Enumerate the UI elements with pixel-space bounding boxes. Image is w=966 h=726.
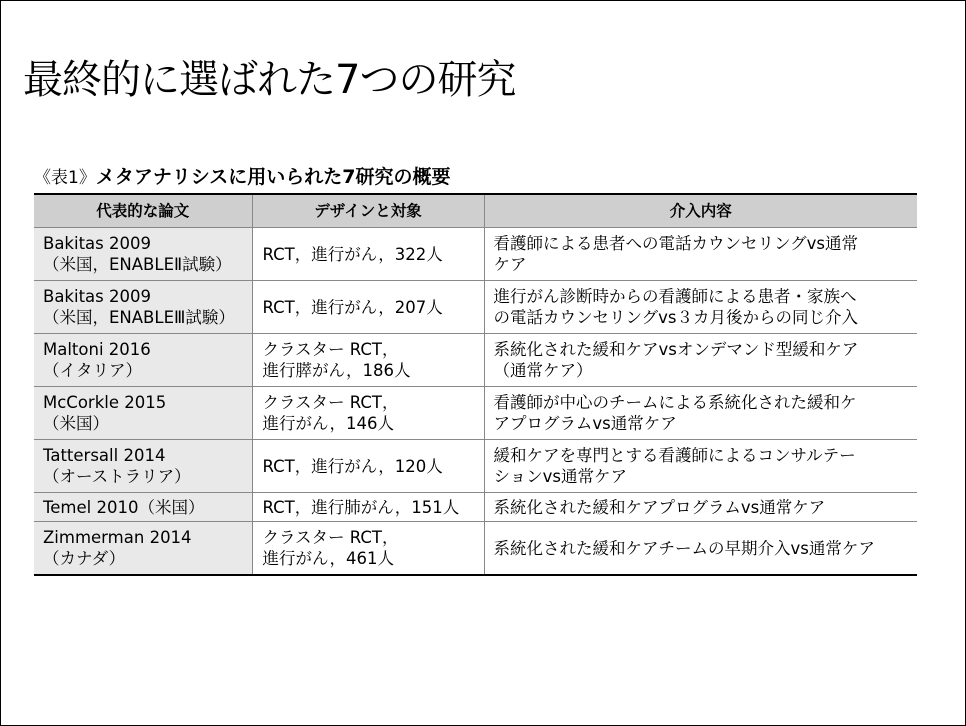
- intervention-line: 進行がん診断時からの看護師による患者・家族へ: [493, 287, 857, 306]
- cell-paper: [34, 440, 252, 493]
- cell-paper: [34, 281, 252, 334]
- paper-line: Maltoni 2016: [43, 340, 151, 359]
- paper-line: Zimmerman 2014: [43, 528, 192, 547]
- cell-design: [252, 281, 484, 334]
- cell-intervention: [484, 334, 917, 387]
- cell-design: [252, 493, 484, 522]
- slide-title: 最終的に選ばれた7つの研究: [23, 56, 516, 103]
- cell-intervention: [484, 493, 917, 522]
- intervention-line: 系統化された緩和ケアvsオンデマンド型緩和ケア: [493, 340, 859, 359]
- table-header-row: [34, 194, 917, 228]
- paper-line: （米国，ENABLEⅢ試験）: [43, 308, 235, 327]
- cell-intervention: [484, 228, 917, 281]
- design-line: 進行がん，146人: [262, 414, 394, 433]
- cell-design: [252, 228, 484, 281]
- paper-line: McCorkle 2015: [43, 393, 167, 412]
- table-row: [34, 440, 917, 493]
- table-row: [34, 228, 917, 281]
- cell-paper: [34, 522, 252, 576]
- design-line: クラスター RCT，: [262, 340, 399, 359]
- cell-intervention: [484, 522, 917, 576]
- header-design: デザインと対象: [252, 194, 484, 228]
- paper-line: Tattersall 2014: [43, 446, 166, 465]
- cell-design: [252, 387, 484, 440]
- intervention-line: 系統化された緩和ケアチームの早期介入vs通常ケア: [493, 538, 875, 558]
- design-line: RCT，進行がん，207人: [262, 297, 443, 317]
- intervention-line: （通常ケア）: [493, 361, 593, 380]
- cell-paper: [34, 387, 252, 440]
- intervention-line: 緩和ケアを専門とする看護師によるコンサルテー: [493, 446, 856, 465]
- intervention-line: 系統化された緩和ケアプログラムvs通常ケア: [493, 497, 826, 517]
- cell-paper: [34, 334, 252, 387]
- intervention-line: の電話カウンセリングvs３カ月後からの同じ介入: [493, 308, 859, 327]
- table-caption-label: 《表1》: [34, 168, 96, 188]
- table-row: [34, 522, 917, 576]
- table-caption: [34, 164, 450, 191]
- header-paper: 代表的な論文: [34, 194, 252, 228]
- intervention-line: ケア: [493, 255, 527, 274]
- intervention-line: 看護師が中心のチームによる系統化された緩和ケ: [493, 393, 857, 412]
- paper-line: （オーストラリア）: [43, 467, 191, 486]
- cell-design: [252, 522, 484, 576]
- paper-line: Bakitas 2009: [43, 287, 151, 306]
- design-line: 進行がん，461人: [262, 549, 394, 568]
- design-line: RCT，進行がん，322人: [262, 244, 443, 264]
- cell-intervention: [484, 387, 917, 440]
- cell-paper: [34, 228, 252, 281]
- paper-line: （イタリア）: [43, 361, 142, 380]
- cell-design: [252, 440, 484, 493]
- design-line: クラスター RCT，: [262, 528, 399, 547]
- header-intervention: 介入内容: [484, 194, 917, 228]
- paper-line: （カナダ）: [43, 549, 126, 568]
- paper-line: Bakitas 2009: [43, 234, 151, 253]
- table-row: [34, 493, 917, 522]
- paper-line: Temel 2010（米国）: [43, 497, 205, 517]
- table-row: [34, 281, 917, 334]
- table-row: [34, 387, 917, 440]
- cell-design: [252, 334, 484, 387]
- cell-intervention: [484, 281, 917, 334]
- intervention-line: ションvs通常ケア: [493, 467, 628, 486]
- intervention-line: 看護師による患者への電話カウンセリングvs通常: [493, 234, 859, 253]
- table-row: [34, 334, 917, 387]
- cell-intervention: [484, 440, 917, 493]
- design-line: RCT，進行がん，120人: [262, 456, 443, 476]
- paper-line: （米国）: [43, 414, 109, 433]
- cell-paper: [34, 493, 252, 522]
- intervention-line: アプログラムvs通常ケア: [493, 414, 677, 433]
- table-caption-title: メタアナリシスに用いられた7研究の概要: [95, 166, 451, 188]
- design-line: 進行膵がん，186人: [262, 361, 411, 380]
- studies-table: [34, 193, 917, 576]
- design-line: クラスター RCT，: [262, 393, 399, 412]
- paper-line: （米国，ENABLEⅡ試験）: [43, 255, 232, 274]
- design-line: RCT，進行肺がん，151人: [262, 497, 460, 517]
